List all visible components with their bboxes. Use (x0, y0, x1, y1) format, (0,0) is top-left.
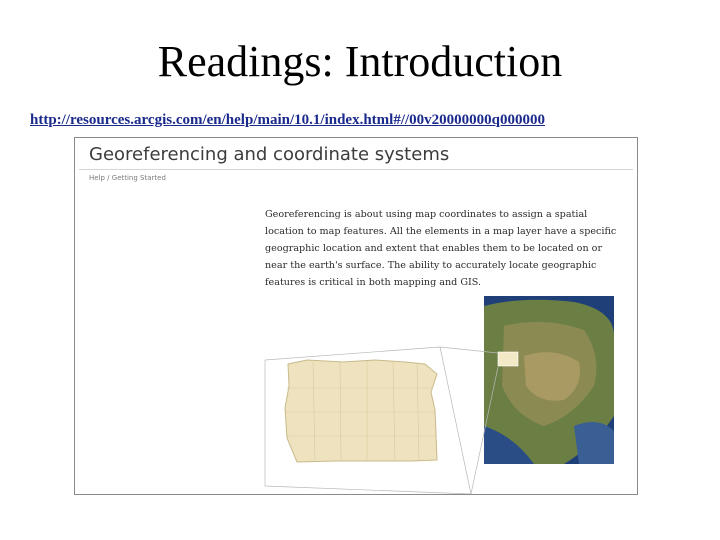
help-page-title: Georeferencing and coordinate systems (89, 144, 450, 165)
reading-link[interactable]: http://resources.arcgis.com/en/help/main/10.1/index.html#//00v20000000q000000 (30, 112, 546, 128)
breadcrumb: Help / Getting Started (89, 174, 166, 182)
georeference-diagram (75, 138, 638, 495)
slide-title: Readings: Introduction (157, 37, 563, 86)
help-page-screenshot (74, 137, 638, 495)
oregon-map (285, 360, 437, 462)
intro-paragraph: Georeferencing is about using map coordinates to assign a spatial location to map features. All the elements in a map layer have a specific geographic location and extent that enables them to be located on or near the earth's surface. The ability to accurately locate geographic features is critical in both mapping and GIS. (265, 209, 617, 288)
